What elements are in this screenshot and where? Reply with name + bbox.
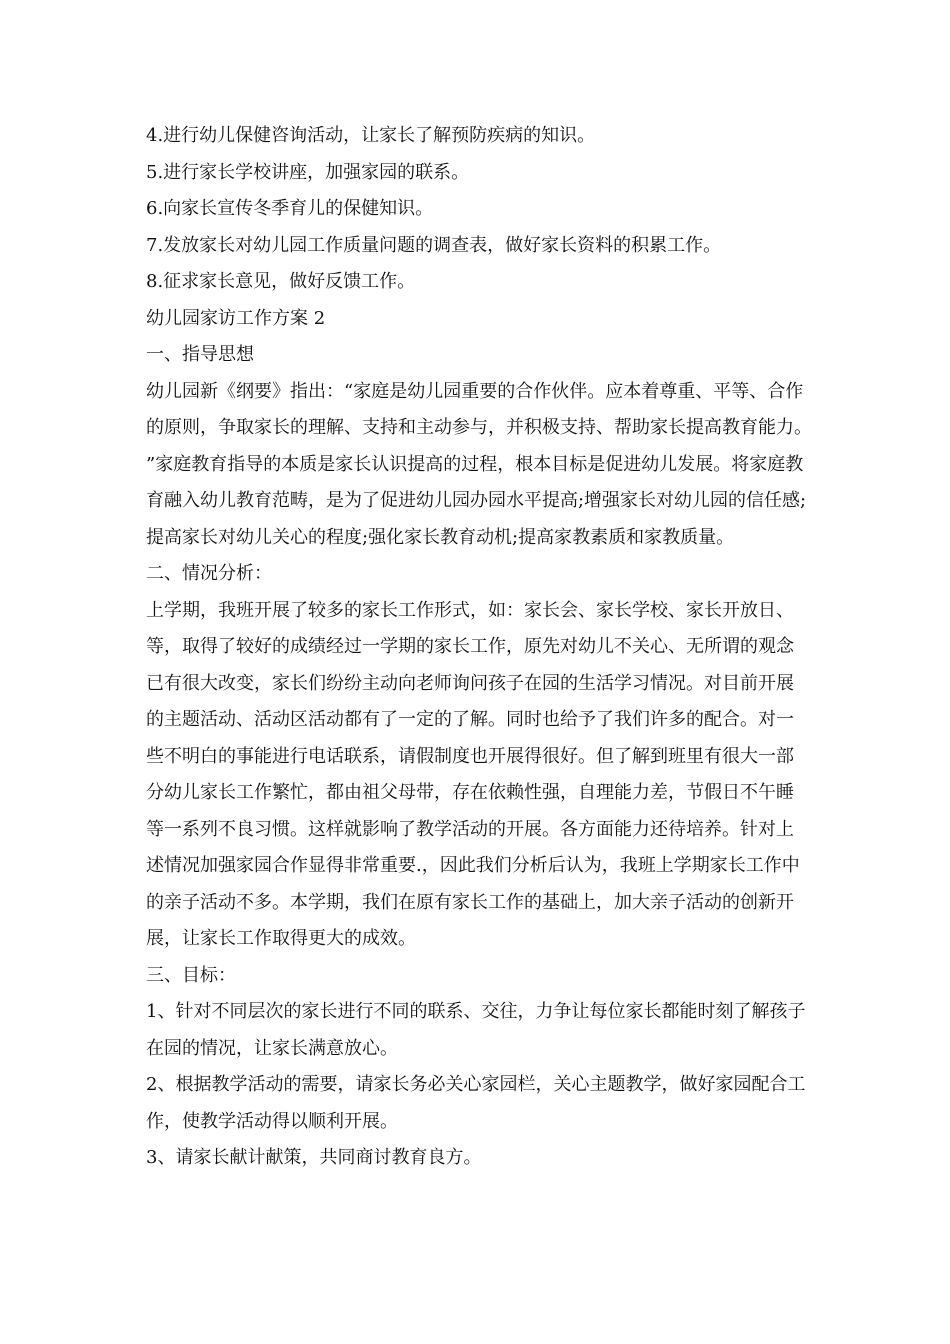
document-body — [146, 118, 811, 1177]
list-item-4: 4.进行幼儿保健咨询活动，让家长了解预防疾病的知识。 — [146, 125, 596, 146]
list-item-5: 5.进行家长学校讲座，加强家园的联系。 — [146, 161, 470, 183]
heading-guiding-ideology: 一、指导思想 — [146, 344, 254, 365]
goal-item-3: 3、请家长献计献策，共同商讨教育良方。 — [146, 1147, 482, 1168]
heading-situation-analysis: 二、情况分析： — [146, 563, 272, 584]
goal-item-2: 2、根据教学活动的需要，请家长务必关心家园栏，关心主题教学，做好家园配合工作，使教学活动得以顺利开展。 — [146, 1074, 806, 1132]
goal-item-1: 1、针对不同层次的家长进行不同的联系、交往，力争让每位家长都能时刻了解孩子在园的情况，让家长满意放心。 — [146, 1001, 806, 1059]
paragraph-guiding-ideology: 幼儿园新《纲要》指出：“家庭是幼儿园重要的合作伙伴。应本着尊重、平等、合作的原则，争取家长的理解、支持和主动参与，并积极支持、帮助家长提高教育能力。”家庭教育指导的本质是家长认识提高的过程，根本目标是促进幼儿发展。将家庭教育融入幼儿教育范畴，是为了促进幼儿园办园水平提高;增强家长对幼儿园的信任感;提高家长对幼儿关心的程度;强化家长教育动机;提高家教素质和家教质量。 — [146, 380, 807, 548]
list-item-7: 7.发放家长对幼儿园工作质量问题的调查表，做好家长资料的积累工作。 — [146, 234, 722, 256]
list-item-6: 6.向家长宣传冬季育儿的保健知识。 — [146, 198, 434, 219]
list-item-8: 8.征求家长意见，做好反馈工作。 — [146, 271, 416, 292]
heading-goals: 三、目标： — [146, 964, 236, 986]
paragraph-situation-analysis: 上学期，我班开展了较多的家长工作形式，如：家长会、家长学校、家长开放日、等，取得了较好的成绩经过一学期的家长工作，原先对幼儿不关心、无所谓的观念已有很大改变，家长们纷纷主动向老师询问孩子在园的生活学习情况。对目前开展的主题活动、活动区活动都有了一定的了解。同时也给予了我们许多的配合。对一些不明白的事能进行电话联系，请假制度也开展得很好。但了解到班里有很大一部分幼儿家长工作繁忙，都由祖父母带，存在依赖性强，自理能力差，节假日不午睡等一系列不良习惯。这样就影响了教学活动的开展。各方面能力还待培养。针对上述情况加强家园合作显得非常重要.，因此我们分析后认为，我班上学期家长工作中的亲子活动不多。本学期，我们在原有家长工作的基础上，加大亲子活动的创新开展，让家长工作取得更大的成效。 — [146, 599, 800, 949]
section-title: 幼儿园家访工作方案 2 — [146, 307, 326, 329]
